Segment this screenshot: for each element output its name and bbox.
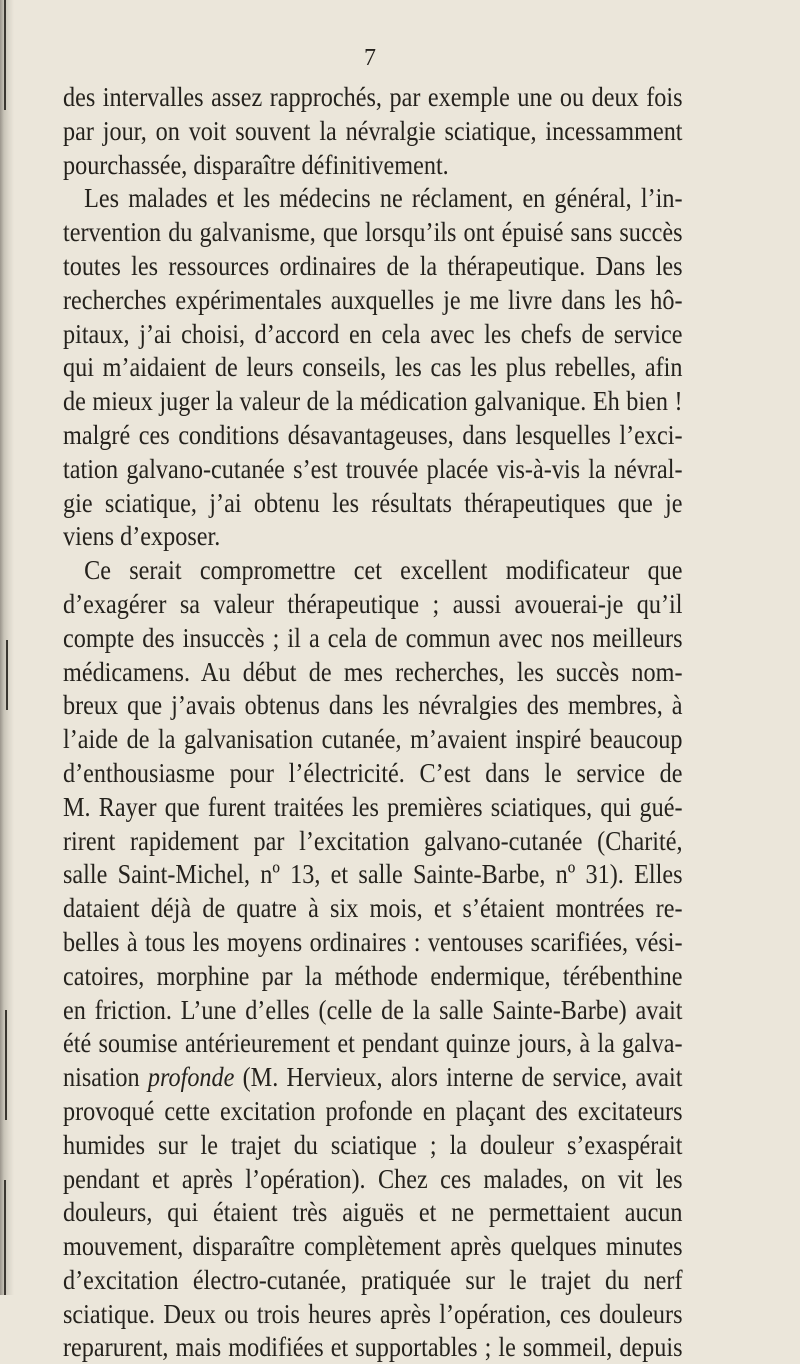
text-line: été soumise antérieurement et pendant quinze jours, à la galva- xyxy=(63,1027,683,1059)
text-line: viens d’exposer. xyxy=(63,520,221,552)
text-line: pitaux, j’ai choisi, d’accord en cela avec les chefs de service xyxy=(63,317,683,349)
text-line: belles à tous les moyens ordinaires : ventouses scarifiées, vési- xyxy=(63,925,683,957)
text-line: M. Rayer que furent traitées les premières sciatiques, qui gué- xyxy=(63,790,683,822)
text-line: sciatique. Deux ou trois heures après l’opération, ces douleurs xyxy=(63,1297,683,1329)
text-line: gie sciatique, j’ai obtenu les résultats thérapeutiques que je xyxy=(63,486,683,518)
text-line: salle Saint-Michel, nº 13, et salle Sainte-Barbe, nº 31). Elles xyxy=(63,858,683,890)
text-segment: (M. Hervieux, alors interne de service, avait xyxy=(234,1061,683,1093)
text-line: douleurs, qui étaient très aiguës et ne permettaient aucun xyxy=(63,1196,683,1228)
text-line: qui m’aidaient de leurs conseils, les cas les plus rebelles, afin xyxy=(63,351,683,383)
text-line: Les malades et les médecins ne réclament, en général, l’in- xyxy=(84,182,683,214)
text-line: pendant et après l’opération). Chez ces malades, on vit les xyxy=(63,1162,683,1194)
text-line: tervention du galvanisme, que lorsqu’ils ont épuisé sans succès xyxy=(63,216,683,248)
text-line: compte des insuccès ; il a cela de commun avec nos meilleurs xyxy=(63,621,683,653)
binding-edge-line xyxy=(5,1010,7,1120)
text-line: Ce serait compromettre cet excellent modificateur que xyxy=(84,554,683,586)
binding-edge-line xyxy=(4,1180,6,1295)
body-text xyxy=(63,80,683,1364)
italic-term: profonde xyxy=(147,1061,235,1093)
text-line: malgré ces conditions désavantageuses, dans lesquelles l’exci- xyxy=(63,418,683,450)
page-number: 7 xyxy=(364,45,376,71)
text-line: médicamens. Au début de mes recherches, les succès nom- xyxy=(63,655,683,687)
text-line: d’excitation électro-cutanée, pratiquée sur le trajet du nerf xyxy=(63,1263,683,1295)
text-line: pourchassée, disparaître définitivement. xyxy=(63,148,449,180)
text-line: par jour, on voit souvent la névralgie sciatique, incessamment xyxy=(63,114,683,146)
text-line: toutes les ressources ordinaires de la thérapeutique. Dans les xyxy=(63,249,683,281)
text-line: breux que j’avais obtenus dans les névralgies des membres, à xyxy=(63,689,683,721)
text-segment: nisation xyxy=(63,1061,148,1093)
text-line: des intervalles assez rapprochés, par exemple une ou deux fois xyxy=(63,81,683,112)
text-line: rirent rapidement par l’excitation galvano-cutanée (Charité, xyxy=(63,824,683,856)
text-line: de mieux juger la valeur de la médication galvanique. Eh bien ! xyxy=(63,385,683,417)
text-line: d’enthousiasme pour l’électricité. C’est dans le service de xyxy=(63,756,683,788)
text-line: tation galvano-cutanée s’est trouvée placée vis-à-vis la névral- xyxy=(63,452,683,484)
text-line: d’exagérer sa valeur thérapeutique ; aussi avouerai-je qu’il xyxy=(63,587,683,619)
binding-edge-line xyxy=(6,640,8,710)
text-line: reparurent, mais modifiées et supportables ; le sommeil, depuis xyxy=(63,1331,683,1363)
text-line: humides sur le trajet du sciatique ; la douleur s’exaspérait xyxy=(63,1128,683,1160)
text-line: en friction. L’une d’elles (celle de la salle Sainte-Barbe) avait xyxy=(63,993,683,1025)
text-line: catoires, morphine par la méthode endermique, térébenthine xyxy=(63,959,683,991)
text-line: dataient déjà de quatre à six mois, et s’étaient montrées re- xyxy=(63,892,683,924)
page-binding-edge xyxy=(0,0,14,1295)
text-line: recherches expérimentales auxquelles je me livre dans les hô- xyxy=(63,283,683,315)
text-line: mouvement, disparaître complètement après quelques minutes xyxy=(63,1230,683,1262)
text-line xyxy=(63,1060,683,1094)
text-line: provoqué cette excitation profonde en plaçant des excitateurs xyxy=(63,1094,683,1126)
text-line: l’aide de la galvanisation cutanée, m’avaient inspiré beaucoup xyxy=(63,723,683,755)
